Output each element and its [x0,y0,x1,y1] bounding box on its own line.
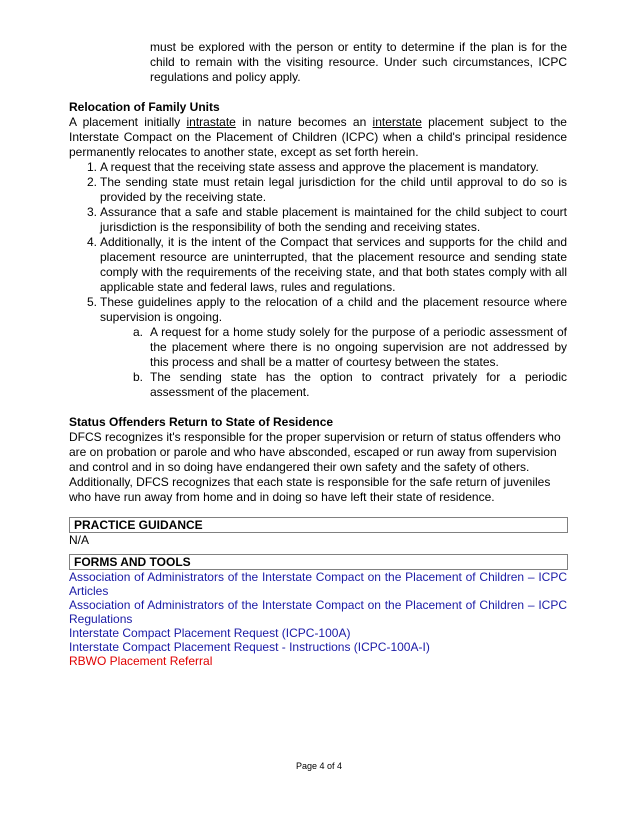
link-rbwo-placement-referral[interactable]: RBWO Placement Referral [69,654,213,668]
sublist-item: a. A request for a home study solely for the purpose of a periodic assessment of the placement where there is no ongoing supervision are not addressed by this process and shall be a matter of courtesy between the states. [133,325,567,369]
relocation-intro: A placement initially intrastate in nature becomes an interstate placement subject to the Interstate Compact on the Placement of Children (ICPC) when a child's principal residence permanently relocates to another state, except as set forth herein. [69,115,567,159]
list-item: 3. Assurance that a safe and stable placement is maintained for the child subject to court jurisdiction is the responsibility of both the sending and receiving states. [87,205,567,234]
list-marker: 3. [87,205,98,219]
interstate-term: interstate [372,115,422,129]
page-number: Page 4 of 4 [295,761,343,771]
sublist-item: b. The sending state has the option to contract privately for a periodic assessment of the placement. [133,370,567,399]
list-item: 5. These guidelines apply to the relocation of a child and the placement resource where supervision is ongoing. [87,295,567,324]
forms-and-tools-heading: FORMS AND TOOLS [69,554,568,570]
status-offenders-heading: Status Offenders Return to State of Residence [69,415,334,429]
list-item: 2. The sending state must retain legal jurisdiction for the child until approval to do so is provided by the receiving state. [87,175,567,204]
list-item: 4. Additionally, it is the intent of the Compact that services and supports for the child and placement resource are uninterrupted, that the placement resource and sending state comply with the requirements of the receiving state, and that both states comply with all applicable state and federal laws, rules and regulations. [87,235,567,294]
list-marker: 1. [87,160,98,174]
relocation-list [69,160,567,325]
list-marker: 2. [87,175,98,189]
practice-guidance-text: N/A [69,533,90,547]
list-item: 1. A request that the receiving state assess and approve the placement is mandatory. [87,160,539,174]
list-marker: 5. [87,295,98,309]
link-icpc-100a[interactable]: Interstate Compact Placement Request (ICPC-100A) [69,626,351,640]
sublist-marker: a. [133,325,144,339]
sublist-marker: b. [133,370,144,384]
intrastate-term: intrastate [186,115,236,129]
continued-paragraph: must be explored with the person or entity to determine if the plan is for the child to remain with the visiting resource. Under such circumstances, ICPC regulations and policy apply. [150,40,567,84]
relocation-heading: Relocation of Family Units [69,100,220,114]
relocation-sublist [69,325,567,400]
practice-guidance-heading: PRACTICE GUIDANCE [69,517,568,533]
link-icpc-regulations[interactable]: Association of Administrators of the Interstate Compact on the Placement of Children – ICPC Regulations [69,598,567,626]
list-marker: 4. [87,235,98,249]
link-icpc-articles[interactable]: Association of Administrators of the Interstate Compact on the Placement of Children – ICPC Articles [69,570,567,598]
document-page [69,40,567,668]
link-icpc-100a-i[interactable]: Interstate Compact Placement Request - Instructions (ICPC-100A-I) [69,640,430,654]
status-offenders-text: DFCS recognizes it's responsible for the proper supervision or return of status offenders who are on probation or parole and who have absconded, escaped or run away from supervision and control and in so doing have endangered their own safety and the safety of others. Additionally, DFCS recognizes that each state is responsible for the safe return of juveniles who have run away from home and in doing so have left their state of residence. [69,430,561,504]
